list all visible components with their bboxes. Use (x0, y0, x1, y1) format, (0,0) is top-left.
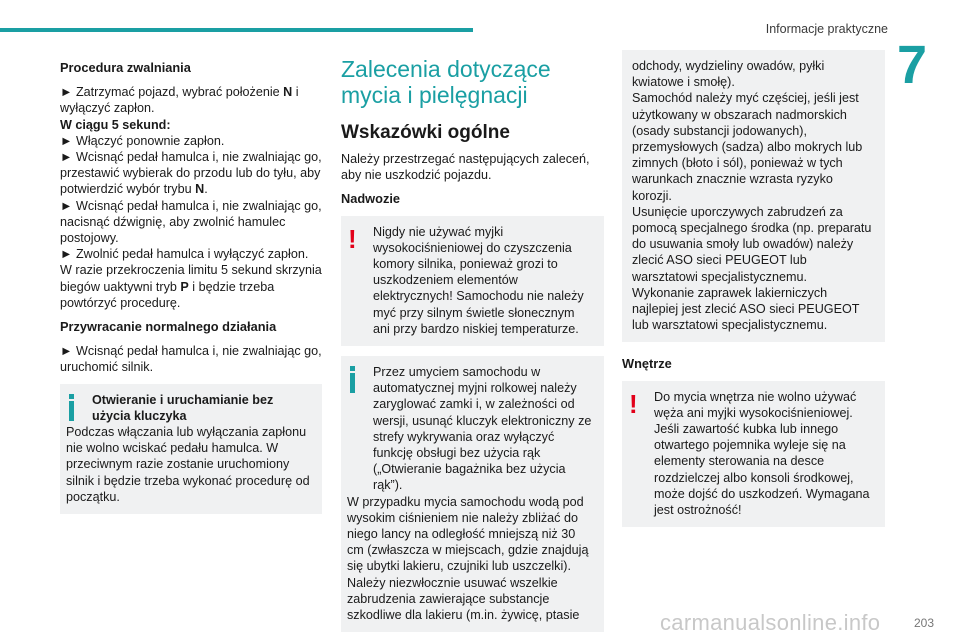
step-4: ► Wcisnąć pedał hamulca i, nie zwalniając go, nacisnąć dźwignię, aby zwolnić hamulec postojowy. (60, 198, 322, 246)
info-text-2: W przypadku mycia samochodu wodą pod wysokim ciśnieniem nie należy zbliżać do niego lancy na odległość mniejszą niż 30 cm (zwłaszcza w miejscach, gdzie znajdują się ubytki lakieru, czujniki lub uszczelki). (347, 494, 589, 574)
warning-icon: ! (348, 223, 357, 254)
running-header: Informacje praktyczne (765, 22, 888, 36)
info-text-3: Należy niezwłocznie usuwać wszelkie zabrudzenia zawierające substancje szkodliwe dla lakieru (m.in. żywicę, ptasie (347, 575, 580, 623)
box-text-1: odchody, wydzieliny owadów, pyłki kwiatowe i smołę). (632, 59, 825, 90)
step-1: ► Zatrzymać pojazd, wybrać położenie N i wyłączyć zapłon. (60, 85, 299, 116)
info-title: Otwieranie i uruchamianie bez użycia kluczyka (92, 392, 274, 423)
warning-text: Nigdy nie używać myjki wysokociśnieniowej do czyszczenia komory silnika, ponieważ grozi to uszkodzeniem elementów elektrycznych! Samochodu nie należy myć przy silnym świetle słonecznym ani przy bardzo niskiej temperaturze. (373, 224, 584, 336)
chapter-number: 7 (896, 35, 928, 95)
timeout-note: W razie przekroczenia limitu 5 sekund skrzynia biegów uaktywni tryb P i będzie trzeba powtórzyć procedurę. (60, 263, 322, 310)
heading-release-procedure: Procedura zwalniania (60, 60, 191, 75)
interior-warning-text: Do mycia wnętrza nie wolno używać węża ani myjki wysokociśnieniowej. Jeśli zawartość kubka lub innego otwartego pojemnika wyleje się na elementy sterowania na desce rozdzielczej albo konsoli środkowej, może dojść do uszkodzeń. Wymagana jest ostrożność! (654, 389, 870, 518)
warning-icon: ! (629, 388, 638, 419)
header-accent-bar (0, 28, 473, 32)
page-number: 203 (913, 616, 934, 630)
box-text-4: Wykonanie zaprawek lakierniczych najlepiej jest zlecić ASO sieci PEUGEOT lub warsztatowi specjalistycznemu. (632, 285, 860, 333)
info-text-1: Przez umyciem samochodu w automatycznej myjni rolkowej należy zaryglować zamki i, w zależności od wersji, usunąć kluczyk elektroniczny ze strefy wykrywania oraz wyłączyć funkcję obsługi bez użycia rąk („Otwieranie bagażnika bez użycia rąk”). (373, 365, 592, 493)
column-1 (60, 60, 322, 514)
box-text-3: Usunięcie uporczywych zabrudzeń za pomocą specjalnego środka (np. preparatu do usuwania smoły lub owadów) należy zlecić ASO sieci PEUGEOT lub warsztatowi specjalistycznemu. (632, 204, 872, 284)
column-2 (341, 56, 604, 632)
restore-step: ► Wcisnąć pedał hamulca i, nie zwalniając go, uruchomić silnik. (60, 344, 322, 375)
intro-text: Należy przestrzegać następujących zaleceń, aby nie uszkodzić pojazdu. (341, 152, 590, 183)
warning-box-body (341, 216, 604, 346)
step-2: ► Włączyć ponownie zapłon. (60, 133, 225, 148)
general-guidelines-heading: Wskazówki ogólne (341, 122, 510, 143)
info-icon (350, 366, 362, 394)
info-icon (69, 394, 81, 422)
within-5-seconds: W ciągu 5 sekund: (60, 117, 171, 132)
info-box-keyless (60, 384, 322, 514)
heading-restore-normal: Przywracanie normalnego działania (60, 319, 277, 335)
warning-box-interior (622, 381, 885, 528)
step-5: ► Zwolnić pedał hamulca i wyłączyć zapłon. (60, 247, 309, 262)
step-3: ► Wcisnąć pedał hamulca i, nie zwalniając go, przestawić wybierak do przodu lub do tyłu, aby potwierdzić wybór trybu N. (60, 150, 322, 197)
info-box-washing (341, 356, 604, 632)
box-text-2: Samochód należy myć częściej, jeśli jest użytkowany w obszarach nadmorskich (osady substancji jodowanych), przemysłowych (sadza) albo mokrych lub zimnych (błoto i sól), ponieważ w tych warunkach znacznie wzrasta ryzyko korozji. (632, 91, 863, 203)
info-box-continued (622, 50, 885, 342)
watermark: carmanualsonline.info (660, 610, 881, 635)
interior-heading: Wnętrze (622, 356, 672, 372)
info-text: Podczas włączania lub wyłączania zapłonu nie wolno wciskać pedału hamulca. W przeciwnym razie zostanie uruchomiony silnik i będzie trzeba wykonać procedurę od początku. (66, 425, 310, 504)
section-title: Zalecenia dotyczące mycia i pielęgnacji (341, 56, 551, 108)
body-heading: Nadwozie (341, 191, 401, 207)
column-3 (622, 50, 885, 527)
